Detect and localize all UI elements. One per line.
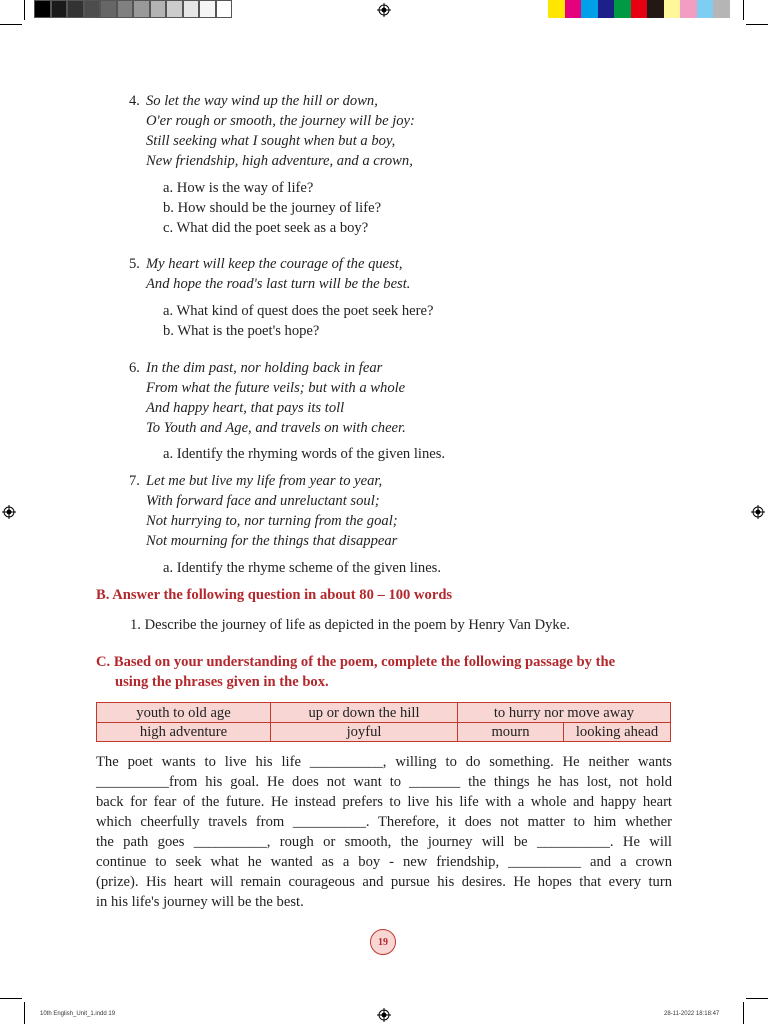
crop-mark [746, 998, 768, 999]
poem-line: From what the future veils; but with a whole [146, 380, 406, 396]
gray-patch [216, 0, 233, 18]
poem-line: O'er rough or smooth, the journey will be joy: [146, 113, 415, 129]
poem-line: So let the way wind up the hill or down, [146, 93, 378, 109]
crop-mark [746, 24, 768, 25]
poem-line: In the dim past, nor holding back in fear [146, 360, 383, 376]
poem-line: To Youth and Age, and travels on with cheer. [146, 420, 406, 436]
sub-question: b. How should be the journey of life? [163, 200, 382, 216]
grayscale-calibration-strip [34, 0, 232, 18]
footer-timestamp: 28-11-2022 18:18:47 [664, 1011, 720, 1017]
question-number: 4. [129, 93, 140, 109]
passage-line: in his life's journey will be the best. [96, 894, 304, 910]
poem-line: New friendship, high adventure, and a crown, [146, 153, 413, 169]
passage-line: which cheerfully travels from __________. Therefore, it does not matter to him whether [96, 814, 672, 830]
color-patch [697, 0, 714, 18]
gray-patch [100, 0, 117, 18]
poem-line: Not mourning for the things that disappear [146, 533, 398, 549]
fill-in-passage [96, 752, 672, 912]
color-patch [631, 0, 648, 18]
crop-mark [743, 1002, 744, 1024]
gray-patch [67, 0, 84, 18]
color-calibration-strip [548, 0, 730, 18]
sub-question: b. What is the poet's hope? [163, 323, 320, 339]
poem-line: Not hurrying to, nor turning from the goal; [146, 513, 398, 529]
sub-question: c. What did the poet seek as a boy? [163, 220, 369, 236]
color-patch [647, 0, 664, 18]
passage-line: the path goes __________, rough or smooth, the journey will be __________. He will [96, 834, 672, 850]
passage-line: (prize). His heart will remain courageous and pursue his desires. He hopes that every turn [96, 874, 672, 890]
color-patch [713, 0, 730, 18]
gray-patch [51, 0, 68, 18]
poem-line: My heart will keep the courage of the quest, [146, 256, 403, 272]
poem-line: Let me but live my life from year to year, [146, 473, 383, 489]
poem-line: Still seeking what I sought when but a boy, [146, 133, 396, 149]
gray-patch [133, 0, 150, 18]
passage-line: continue to seek what he wanted as a boy - new friendship, __________ and a crown [96, 854, 672, 870]
color-patch [598, 0, 615, 18]
gray-patch [117, 0, 134, 18]
color-patch [614, 0, 631, 18]
registration-mark-icon [751, 505, 765, 519]
phrase-cell: joyful [346, 724, 382, 740]
gray-patch [199, 0, 216, 18]
footer-filename: 10th English_Unit_1.indd 19 [40, 1011, 116, 1017]
phrase-box [96, 702, 671, 742]
page-number: 19 [370, 929, 396, 955]
section-b-heading: B. Answer the following question in about 80 – 100 words [96, 587, 453, 603]
phrase-cell: high adventure [139, 724, 228, 740]
color-patch [581, 0, 598, 18]
question-number: 5. [129, 256, 140, 272]
poem-line: And happy heart, that pays its toll [146, 400, 345, 416]
passage-line: back for fear of the future. He instead prefers to live his life with a whole and happy heart [96, 794, 672, 810]
poem-line: With forward face and unreluctant soul; [146, 493, 380, 509]
phrase-cell: youth to old age [136, 705, 231, 721]
section-b-question: 1. Describe the journey of life as depicted in the poem by Henry Van Dyke. [130, 617, 570, 633]
phrase-cell: up or down the hill [308, 705, 420, 721]
passage-line: The poet wants to live his life __________, willing to do something. He neither wants [96, 754, 672, 770]
gray-patch [166, 0, 183, 18]
crop-mark [24, 1002, 25, 1024]
phrase-cell: mourn [491, 724, 530, 740]
gray-patch [34, 0, 51, 18]
question-number: 7. [129, 473, 140, 489]
crop-mark [743, 0, 744, 20]
poem-line: And hope the road's last turn will be the best. [146, 276, 411, 292]
crop-mark [24, 0, 25, 20]
phrase-cell: looking ahead [575, 724, 659, 740]
sub-question: a. Identify the rhyme scheme of the given lines. [163, 560, 442, 576]
registration-mark-icon [2, 505, 16, 519]
registration-mark-icon [377, 1008, 391, 1022]
color-patch [664, 0, 681, 18]
section-c-heading: C. Based on your understanding of the poem, complete the following passage by the [96, 654, 616, 670]
color-patch [548, 0, 565, 18]
gray-patch [183, 0, 200, 18]
sub-question: a. What kind of quest does the poet seek here? [163, 303, 434, 319]
gray-patch [84, 0, 101, 18]
sub-question: a. Identify the rhyming words of the given lines. [163, 446, 446, 462]
crop-mark [0, 998, 22, 999]
passage-line: __________from his goal. He does not want to _______ the things he has lost, not hold [96, 774, 672, 790]
question-number: 6. [129, 360, 140, 376]
registration-mark-icon [377, 3, 391, 17]
sub-question: a. How is the way of life? [163, 180, 314, 196]
section-c-heading-cont: using the phrases given in the box. [115, 674, 329, 690]
color-patch [680, 0, 697, 18]
color-patch [565, 0, 582, 18]
phrase-cell: to hurry nor move away [493, 705, 635, 721]
gray-patch [150, 0, 167, 18]
crop-mark [0, 24, 22, 25]
